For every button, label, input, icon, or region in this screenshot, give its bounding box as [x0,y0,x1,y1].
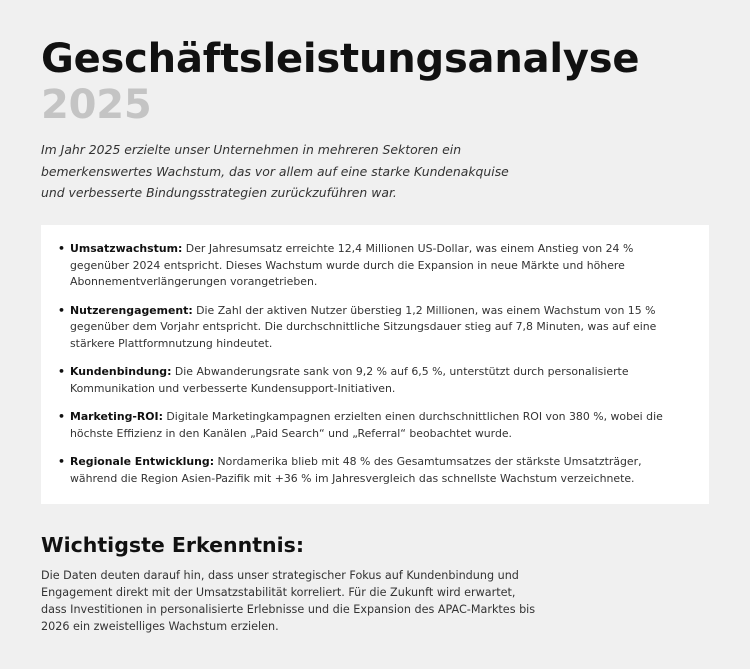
title-main: Geschäftsleistungsanalyse [41,36,640,82]
bullet-icon: • [58,455,65,468]
highlight-text: Nordamerika blieb mit 48 % des Gesamtumsatzes der stärkste Umsatzträger, während die Region Asien-Pazifik mit +36 % im Jahresvergleich das schnellste Wachstum verzeichnete. [70,455,642,485]
highlights-card [41,225,709,504]
highlight-text: Die Abwanderungsrate sank von 9,2 % auf 6,5 %, unterstützt durch personalisierte Kommunikation und verbesserte Kundensupport-Initiativen. [70,365,629,395]
title-year: 2025 [41,82,152,128]
highlight-text: Die Zahl der aktiven Nutzer überstieg 1,2 Millionen, was einem Wachstum von 15 % gegenüber dem Vorjahr entspricht. Die durchschnittliche Sitzungsdauer stieg auf 7,8 Minuten, was auf eine stärkere Plattformnutzung hindeutet. [70,303,657,350]
bullet-icon: • [58,365,65,378]
bullet-icon: • [58,410,65,423]
highlight-item-marketing-roi [57,409,689,442]
bullet-icon: • [58,303,65,317]
highlight-item-regional [57,454,689,487]
highlight-item-retention [57,364,689,397]
highlight-label: Umsatzwachstum: [70,242,183,255]
highlight-text: Digitale Marketingkampagnen erzielten einen durchschnittlichen ROI von 380 %, wobei die höchste Effizienz in den Kanälen „Paid Search“ und „Referral“ beobachtet wurde. [70,410,663,440]
intro-paragraph: Im Jahr 2025 erzielte unser Unternehmen in mehreren Sektoren ein bemerkenswertes Wachstum, das vor allem auf eine starke Kundenakquise und verbesserte Bindungsstrategien zurückzuführen war. [41,142,509,200]
highlight-label: Regionale Entwicklung: [70,455,215,468]
insight-heading: Wichtigste Erkenntnis: [41,533,305,557]
highlight-text: Der Jahresumsatz erreichte 12,4 Millionen US-Dollar, was einem Anstieg von 24 % gegenüber 2024 entspricht. Dieses Wachstum wurde durch die Expansion in neue Märkte und höhere Abonnementverlängerungen vorangetrieben. [70,242,634,288]
highlight-label: Marketing-ROI: [70,410,163,423]
insight-paragraph: Die Daten deuten darauf hin, dass unser strategischer Fokus auf Kundenbindung und Engagement direkt mit der Umsatzstabilität korreliert. Für die Zukunft wird erwartet, dass Investitionen in personalisierte Erlebnisse und die Expansion des APAC-Marktes bis 2026 ein zweistelliges Wachstum erzielen. [41,569,536,633]
highlight-label: Nutzerengagement: [70,303,193,317]
highlight-label: Kundenbindung: [70,365,172,378]
highlights-list [57,241,689,499]
highlight-item-engagement [57,303,689,353]
highlight-item-revenue [57,241,689,291]
bullet-icon: • [58,242,65,255]
page-title [41,36,640,128]
